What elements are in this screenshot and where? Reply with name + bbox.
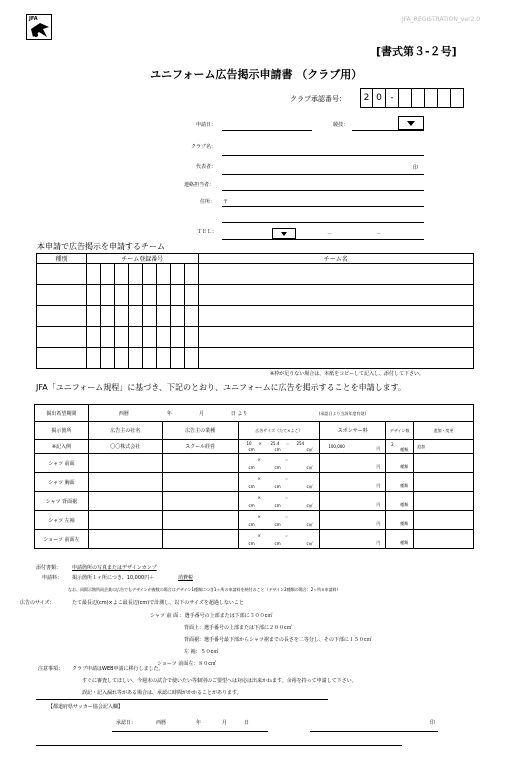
ad-row[interactable] bbox=[35, 530, 474, 549]
ad-company[interactable] bbox=[88, 454, 162, 473]
cm-unit: cm bbox=[274, 446, 281, 452]
times-sign: × bbox=[257, 456, 261, 462]
ad-company[interactable] bbox=[88, 492, 162, 511]
cm-unit: cm bbox=[248, 483, 255, 489]
ad-change[interactable] bbox=[414, 511, 474, 530]
period-note: (承認日より当該年度有効) bbox=[318, 410, 366, 416]
ad-row[interactable] bbox=[35, 454, 474, 473]
cm-unit: cm bbox=[248, 521, 255, 527]
yen-unit: 円 bbox=[376, 463, 381, 469]
limit-sleeve: 左 袖：５０c㎡ bbox=[184, 649, 219, 655]
ad-fee[interactable] bbox=[320, 473, 386, 492]
team-row[interactable] bbox=[37, 306, 474, 327]
ad-size[interactable] bbox=[238, 454, 320, 473]
address-field-2[interactable] bbox=[222, 222, 424, 223]
cm2-unit: c㎡ bbox=[306, 446, 313, 452]
size-text: たて最長辺(cm)×よこ最長辺(cm)で計測し、以下のサイズを超過しないこと bbox=[72, 600, 244, 606]
example-h: 10 bbox=[246, 440, 252, 446]
design-unit: 種類 bbox=[400, 463, 409, 469]
limit-front: シャツ 前 面 ：選手番号の上部または下部に３００c㎡ bbox=[150, 613, 273, 619]
contact-field[interactable] bbox=[222, 190, 424, 191]
yen-unit: 円 bbox=[376, 501, 381, 507]
col-team-reg: チーム登録番号 bbox=[86, 254, 198, 264]
club-number-digit[interactable]: - bbox=[386, 88, 399, 108]
address-field-1[interactable] bbox=[222, 206, 424, 207]
yen-unit: 円 bbox=[376, 482, 381, 488]
size-label: 広告のサイズ： bbox=[20, 600, 55, 606]
ad-company[interactable] bbox=[88, 511, 162, 530]
ad-row[interactable] bbox=[35, 492, 474, 511]
cm2-unit: c㎡ bbox=[306, 483, 313, 489]
cm-unit: cm bbox=[274, 521, 281, 527]
example-change: 追加 bbox=[414, 440, 474, 454]
ad-fee[interactable] bbox=[320, 511, 386, 530]
hdr-size: 広告サイズ（たて×よこ） bbox=[238, 422, 320, 440]
jfa-logo bbox=[26, 14, 52, 40]
team-row[interactable] bbox=[37, 348, 474, 369]
teams-table bbox=[36, 253, 474, 369]
approval-month: 月 bbox=[222, 720, 228, 726]
ad-change[interactable] bbox=[414, 454, 474, 473]
times-sign: × bbox=[257, 475, 261, 481]
cm-unit: cm bbox=[274, 540, 281, 546]
caution-label: 注意事項： bbox=[38, 666, 64, 672]
team-row[interactable] bbox=[37, 285, 474, 306]
ad-designs[interactable] bbox=[386, 530, 414, 549]
fee-tax: 消費税 bbox=[178, 575, 194, 581]
club-number-digit[interactable]: 2 bbox=[360, 88, 373, 108]
example-place: ※記入例 bbox=[35, 440, 89, 454]
ad-fee[interactable] bbox=[320, 530, 386, 549]
cautions bbox=[72, 665, 357, 696]
form-number: [書式第３-２号] bbox=[376, 45, 457, 58]
yen-unit: 円 bbox=[376, 520, 381, 526]
limit-back-upper: 背面上：選手番号の上部または下部に２００c㎡ bbox=[184, 625, 292, 631]
hdr-place: 掲示箇所 bbox=[35, 422, 89, 440]
ad-row[interactable] bbox=[35, 473, 474, 492]
ad-designs[interactable] bbox=[386, 454, 414, 473]
caution-2: すぐに審査してほしい、今週末の試合で使いたい等個別のご要望へは対応は出来かねます。余裕を持って申請して下さい。 bbox=[82, 678, 357, 684]
date-field[interactable] bbox=[222, 130, 312, 131]
equals-sign: ＝ bbox=[284, 513, 289, 519]
teams-note: ※枠が足りない場合は、本紙をコピーして記入し、添付して下さい。 bbox=[270, 371, 424, 377]
period-day: 日 より bbox=[230, 410, 248, 417]
ad-designs[interactable] bbox=[386, 511, 414, 530]
sport-field-line bbox=[352, 130, 424, 131]
club-number-digit[interactable] bbox=[399, 88, 412, 108]
ad-change[interactable] bbox=[414, 492, 474, 511]
times-sign: × bbox=[258, 440, 262, 446]
divider bbox=[36, 699, 328, 700]
approval-day: 日 bbox=[244, 720, 250, 726]
cm-unit: cm bbox=[274, 502, 281, 508]
approval-date-line[interactable] bbox=[112, 731, 268, 732]
caution-1: クラブ申請はWEB申請に移行しました。 bbox=[72, 666, 164, 672]
ad-industry[interactable] bbox=[162, 530, 238, 549]
approval-seal-line[interactable] bbox=[310, 731, 438, 732]
ad-place: シャツ 左袖 bbox=[35, 511, 89, 530]
example-area: 254 bbox=[296, 440, 305, 446]
design-unit: 種類 bbox=[400, 501, 409, 507]
date-label: 申請日： bbox=[196, 122, 217, 128]
ad-industry[interactable] bbox=[162, 454, 238, 473]
limit-shorts: ショーツ 前面左：８０c㎡ bbox=[157, 661, 217, 667]
equals-sign: ＝ bbox=[284, 475, 289, 481]
period-label: 掲出希望期間 bbox=[35, 405, 89, 422]
ad-fee[interactable] bbox=[320, 454, 386, 473]
logo-text: JFA bbox=[29, 16, 38, 22]
hdr-designs: デザイン数 bbox=[386, 422, 414, 440]
times-sign: × bbox=[257, 494, 261, 500]
approval-year: 年 bbox=[196, 720, 202, 726]
example-w: 25.4 bbox=[270, 440, 280, 446]
ad-industry[interactable] bbox=[162, 473, 238, 492]
example-designs bbox=[386, 440, 414, 454]
club-number-digit[interactable]: 0 bbox=[373, 88, 386, 108]
cm-unit: cm bbox=[248, 446, 255, 452]
hdr-company: 広告主の社名 bbox=[88, 422, 162, 440]
contact-label: 連絡担当者： bbox=[184, 182, 215, 188]
example-fee bbox=[320, 440, 386, 454]
rep-seal: 印 bbox=[413, 165, 419, 171]
ad-size[interactable] bbox=[238, 530, 320, 549]
ad-place: ショーツ 前面左 bbox=[35, 530, 89, 549]
teams-heading: 本申請で広告掲示を申請するチーム bbox=[37, 242, 165, 251]
cm2-unit: c㎡ bbox=[306, 521, 313, 527]
ad-industry[interactable] bbox=[162, 492, 238, 511]
tel-field[interactable] bbox=[222, 239, 424, 240]
fee-label: 申請料： bbox=[42, 575, 63, 581]
ad-company[interactable] bbox=[88, 530, 162, 549]
ad-place: シャツ 胸面 bbox=[35, 473, 89, 492]
chevron-down-icon bbox=[407, 121, 415, 126]
cm2-unit: c㎡ bbox=[306, 540, 313, 546]
ad-size[interactable] bbox=[238, 473, 320, 492]
ad-row[interactable] bbox=[35, 511, 474, 530]
cm2-unit: c㎡ bbox=[306, 464, 313, 470]
rep-field[interactable] bbox=[222, 174, 424, 175]
ad-size[interactable] bbox=[238, 492, 320, 511]
fee-text: 掲示箇所１ヶ所につき、10,000円＋ bbox=[72, 575, 155, 581]
equals-sign: ＝ bbox=[284, 494, 289, 500]
example-fee-value: 100,000 bbox=[328, 443, 345, 449]
statement: JFA「ユニフォーム規程」に基づき、下記のとおり、ユニフォームに広告を掲示することを申請します。 bbox=[36, 383, 406, 392]
period-month: 月 bbox=[198, 410, 204, 417]
attach-label: 添付書類： bbox=[36, 565, 62, 571]
cm-unit: cm bbox=[274, 483, 281, 489]
hdr-fee: スポンサー料 bbox=[320, 422, 386, 440]
col-team-name: チーム名 bbox=[198, 254, 473, 264]
hdr-industry: 広告主の業種 bbox=[162, 422, 238, 440]
ad-change[interactable] bbox=[414, 473, 474, 492]
club-name-field[interactable] bbox=[222, 155, 424, 156]
size-limits bbox=[150, 612, 372, 667]
fa-label: 【都道府県サッカー協会記入欄】 bbox=[48, 704, 123, 710]
team-row[interactable] bbox=[37, 264, 474, 285]
period-field[interactable] bbox=[88, 405, 473, 422]
approval-row bbox=[116, 719, 436, 729]
ad-company[interactable] bbox=[88, 473, 162, 492]
cm-unit: cm bbox=[274, 464, 281, 470]
col-kind: 種別 bbox=[37, 254, 87, 264]
period-year: 年 bbox=[166, 410, 172, 417]
ad-size[interactable] bbox=[238, 511, 320, 530]
times-sign: × bbox=[257, 513, 261, 519]
limit-back-hem: 背面裾：選手番号最下部からシャツ裾までの長さを二等分し、その下部に１５０c㎡ bbox=[184, 637, 372, 643]
yen-unit: 円 bbox=[376, 445, 381, 451]
fee-note: なお、同掲示箇所同企業の広告でもデザインが複数の場合はデザイン1種類につき1ヶ所の申請料を納付のこと（デザイン2種類の場合：2ヶ所×申請料） bbox=[68, 587, 341, 592]
page-title: ユニフォーム広告掲示申請書 （クラブ用） bbox=[150, 68, 363, 81]
club-name-label: クラブ名： bbox=[191, 144, 217, 150]
club-number-label: クラブ承認番号： bbox=[290, 95, 346, 103]
team-row[interactable] bbox=[37, 327, 474, 348]
club-number-digit[interactable] bbox=[412, 88, 425, 108]
design-unit: 種類 bbox=[400, 520, 409, 526]
ad-fee[interactable] bbox=[320, 492, 386, 511]
example-row bbox=[35, 440, 474, 454]
rep-label: 代表者： bbox=[196, 164, 217, 170]
design-unit: 種類 bbox=[400, 482, 409, 488]
chevron-down-icon bbox=[281, 232, 287, 236]
tel-dropdown[interactable] bbox=[272, 228, 296, 239]
yen-unit: 円 bbox=[376, 539, 381, 545]
times-sign: × bbox=[257, 532, 261, 538]
example-size bbox=[238, 440, 320, 454]
hdr-change: 追加・変更 bbox=[414, 422, 474, 440]
approval-label: 承認日： bbox=[116, 720, 137, 726]
club-number-digit[interactable] bbox=[425, 88, 438, 108]
club-number-digit[interactable] bbox=[438, 88, 451, 108]
club-number-boxes bbox=[360, 88, 464, 108]
attach-text: 申請箇所の写真またはデザインカンプ bbox=[72, 565, 157, 571]
ad-change[interactable] bbox=[414, 530, 474, 549]
club-number-digit[interactable] bbox=[451, 88, 464, 108]
cm2-unit: c㎡ bbox=[306, 502, 313, 508]
approval-era: 西暦 bbox=[156, 720, 167, 726]
design-unit: 種類 bbox=[400, 539, 409, 545]
sport-dropdown[interactable] bbox=[398, 116, 424, 130]
ad-designs[interactable] bbox=[386, 492, 414, 511]
address-label: 住所： bbox=[200, 199, 216, 205]
cm-unit: cm bbox=[248, 540, 255, 546]
equals-sign: ＝ bbox=[285, 440, 290, 446]
tel-sep-1: － bbox=[327, 231, 333, 237]
cm-unit: cm bbox=[248, 502, 255, 508]
cm-unit: cm bbox=[248, 464, 255, 470]
postal-mark: 〒 bbox=[223, 199, 229, 205]
ad-industry[interactable] bbox=[162, 511, 238, 530]
ad-place: シャツ 背面裾 bbox=[35, 492, 89, 511]
approval-seal: 印 bbox=[430, 720, 436, 726]
tel-label: ＴＥＬ： bbox=[197, 229, 218, 235]
period-era: 西暦 bbox=[118, 410, 129, 417]
equals-sign: ＝ bbox=[284, 456, 289, 462]
example-designs-value: 2 bbox=[391, 441, 394, 447]
example-industry: スクール経営 bbox=[162, 440, 238, 454]
example-company: 〇〇株式会社 bbox=[88, 440, 162, 454]
equals-sign: ＝ bbox=[284, 532, 289, 538]
ads-table bbox=[34, 404, 474, 549]
bottom-divider bbox=[36, 745, 402, 746]
version-text: JFA_REGISTRATION_ver2.0 bbox=[402, 16, 481, 23]
ad-designs[interactable] bbox=[386, 473, 414, 492]
tel-sep-2: － bbox=[376, 231, 382, 237]
sport-label: 競技： bbox=[333, 122, 349, 128]
caution-3: 誤記・記入漏れ等がある場合は、承認に時間がかかることがあります。 bbox=[82, 690, 242, 696]
ad-place: シャツ 前面 bbox=[35, 454, 89, 473]
design-unit: 種類 bbox=[400, 446, 409, 452]
